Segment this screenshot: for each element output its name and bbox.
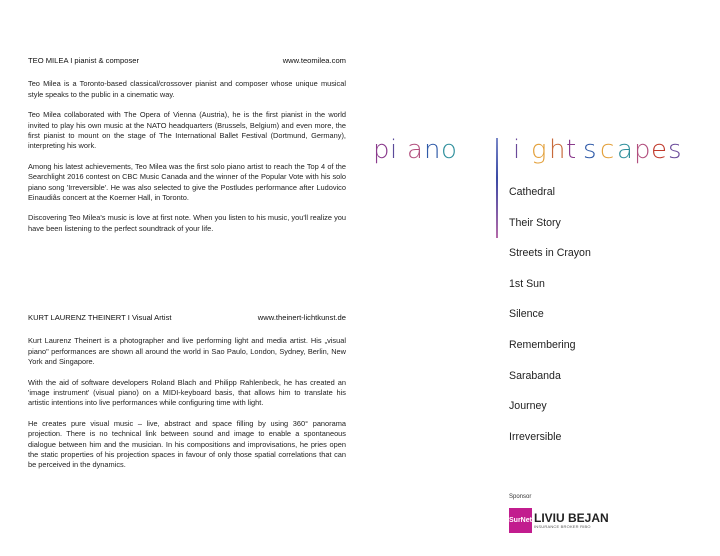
title-letter: o [441,135,457,165]
title-letter: i [390,135,398,165]
track-item: Irreversible [509,430,562,443]
teo-paragraph: Teo Milea collaborated with The Opera of Vienna (Austria), he is the first pianist in the world invited to play his own music at the NATO headquarters (Brussels, Belgium) and even more, the first pianist to mount on the stage of The International Ballet Festival (Dortmund, Germany), interpreting his work. [28,110,346,151]
title-letter: p [373,135,390,165]
teo-paragraph: Teo Milea is a Toronto-based classical/crossover pianist and composer whose unique musical style speaks to the public in a cinematic way. [28,79,346,99]
sponsor-logo [509,508,609,533]
title-divider [496,138,498,238]
title-letter: t [566,135,577,165]
title-letter: p [634,135,651,165]
title-letter: a [407,135,423,165]
title-letter: e [651,135,667,165]
teo-milea-section [28,56,346,244]
track-item: Cathedral [509,186,555,198]
teo-header [28,56,346,66]
title-letter: i [513,135,521,165]
track-item: Remembering [509,338,576,351]
track-item: Journey [509,400,547,413]
track-item: Silence [509,308,544,321]
track-item: Sarabanda [509,369,561,382]
title-letter: h [549,135,566,165]
title-letter: s [583,135,597,165]
kurt-website[interactable]: www.theinert-lichtkunst.de [257,313,346,322]
track-item: Their Story [509,216,561,229]
sponsor-logo-mark: SurNet [509,508,532,533]
teo-header-title: TEO MILEA I pianist & composer [28,56,139,65]
kurt-header-title: KURT LAURENZ THEINERT I Visual Artist [28,313,172,322]
title-letter: s [668,135,682,165]
kurt-paragraph: Kurt Laurenz Theinert is a photographer and live performing light and media artist. His „visual piano" performances are shown all around the world in Sao Paulo, London, Sydney, Berlin, New York and Singapore. [28,336,346,367]
title-letter: g [531,135,547,165]
teo-website[interactable]: www.teomilea.com [282,56,346,65]
kurt-paragraph: With the aid of software developers Roland Blach and Philipp Rahlenbeck, he has created an 'image instrument' (visual piano) on a MIDI-keyboard basis, that allows him to translate his artistic intentions into live performances while configuring time with light. [28,377,346,408]
teo-paragraph: Among his latest achievements, Teo Milea was the first solo piano artist to reach the Top 4 of the Searchlight 2016 contest on CBC Music Canada and the winner of the Popular Vote with his solo piano song 'Irreversible'. He was also selected to give the Postludes performance after Ludovico Einaudiâs concert at the Koerner Hall, in Toronto. [28,161,346,203]
kurt-header [28,313,346,323]
title-letter: n [424,135,441,165]
track-item: Streets in Crayon [509,247,591,260]
track-item: 1st Sun [509,277,545,290]
sponsor-name: LIVIU BEJAN [534,511,609,525]
title-letter: c [600,135,615,165]
kurt-paragraph: He creates pure visual music – live, abstract and space filling by using 360° panorama projection. There is no technical link between sound and image to enable a spontaneous dialogue between him and the musician. In his compositions and improvisations, he pries open the static properties of his projection spaces in favour of only those spatial correlations that can be perceived in the dynamics. [28,418,346,470]
title-letter: a [617,135,633,165]
sponsor-label: Sponsor [509,494,532,500]
sponsor-subtitle: INSURANCE BROKER RIBO [534,524,591,529]
teo-paragraph: Discovering Teo Milea's music is love at first note. When you listen to his music, you'll realize you have been listening to the perfect soundtrack of your life. [28,213,346,233]
kurt-theinert-section [28,313,346,481]
track-list [509,186,591,461]
